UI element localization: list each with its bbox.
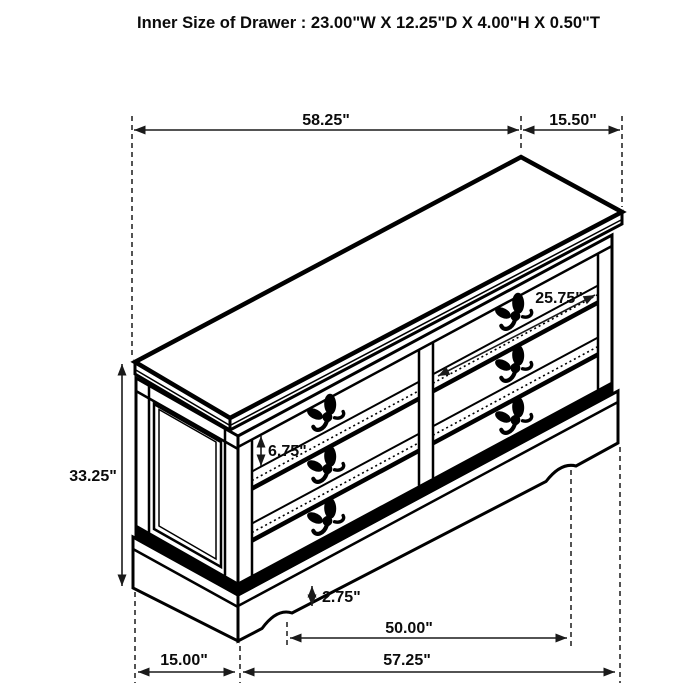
dimension-base-inner-width — [290, 620, 567, 638]
dimension-top-width — [134, 112, 519, 130]
dresser-drawing — [133, 157, 622, 641]
page-title: Inner Size of Drawer : 23.00"W X 12.25"D X 4.00"H X 0.50"T — [137, 13, 601, 32]
dim-label-base-inner-width: 50.00" — [385, 620, 433, 637]
dimension-overall-height — [69, 364, 122, 586]
dimension-top-depth — [523, 112, 620, 130]
dim-label-overall-height: 33.25" — [69, 468, 117, 485]
dim-label-top-depth: 15.50" — [549, 112, 597, 129]
dim-label-drawer-opening-width: 25.75" — [535, 290, 583, 307]
dimension-bottom-depth — [138, 652, 235, 672]
dim-label-bottom-depth: 15.00" — [160, 652, 208, 669]
dim-label-top-width: 58.25" — [302, 112, 350, 129]
dim-label-bottom-width: 57.25" — [383, 652, 431, 669]
dim-label-drawer-front-height: 6.75" — [268, 443, 307, 460]
dim-label-base-height: 2.75" — [322, 589, 361, 606]
dimension-bottom-width — [243, 652, 615, 672]
